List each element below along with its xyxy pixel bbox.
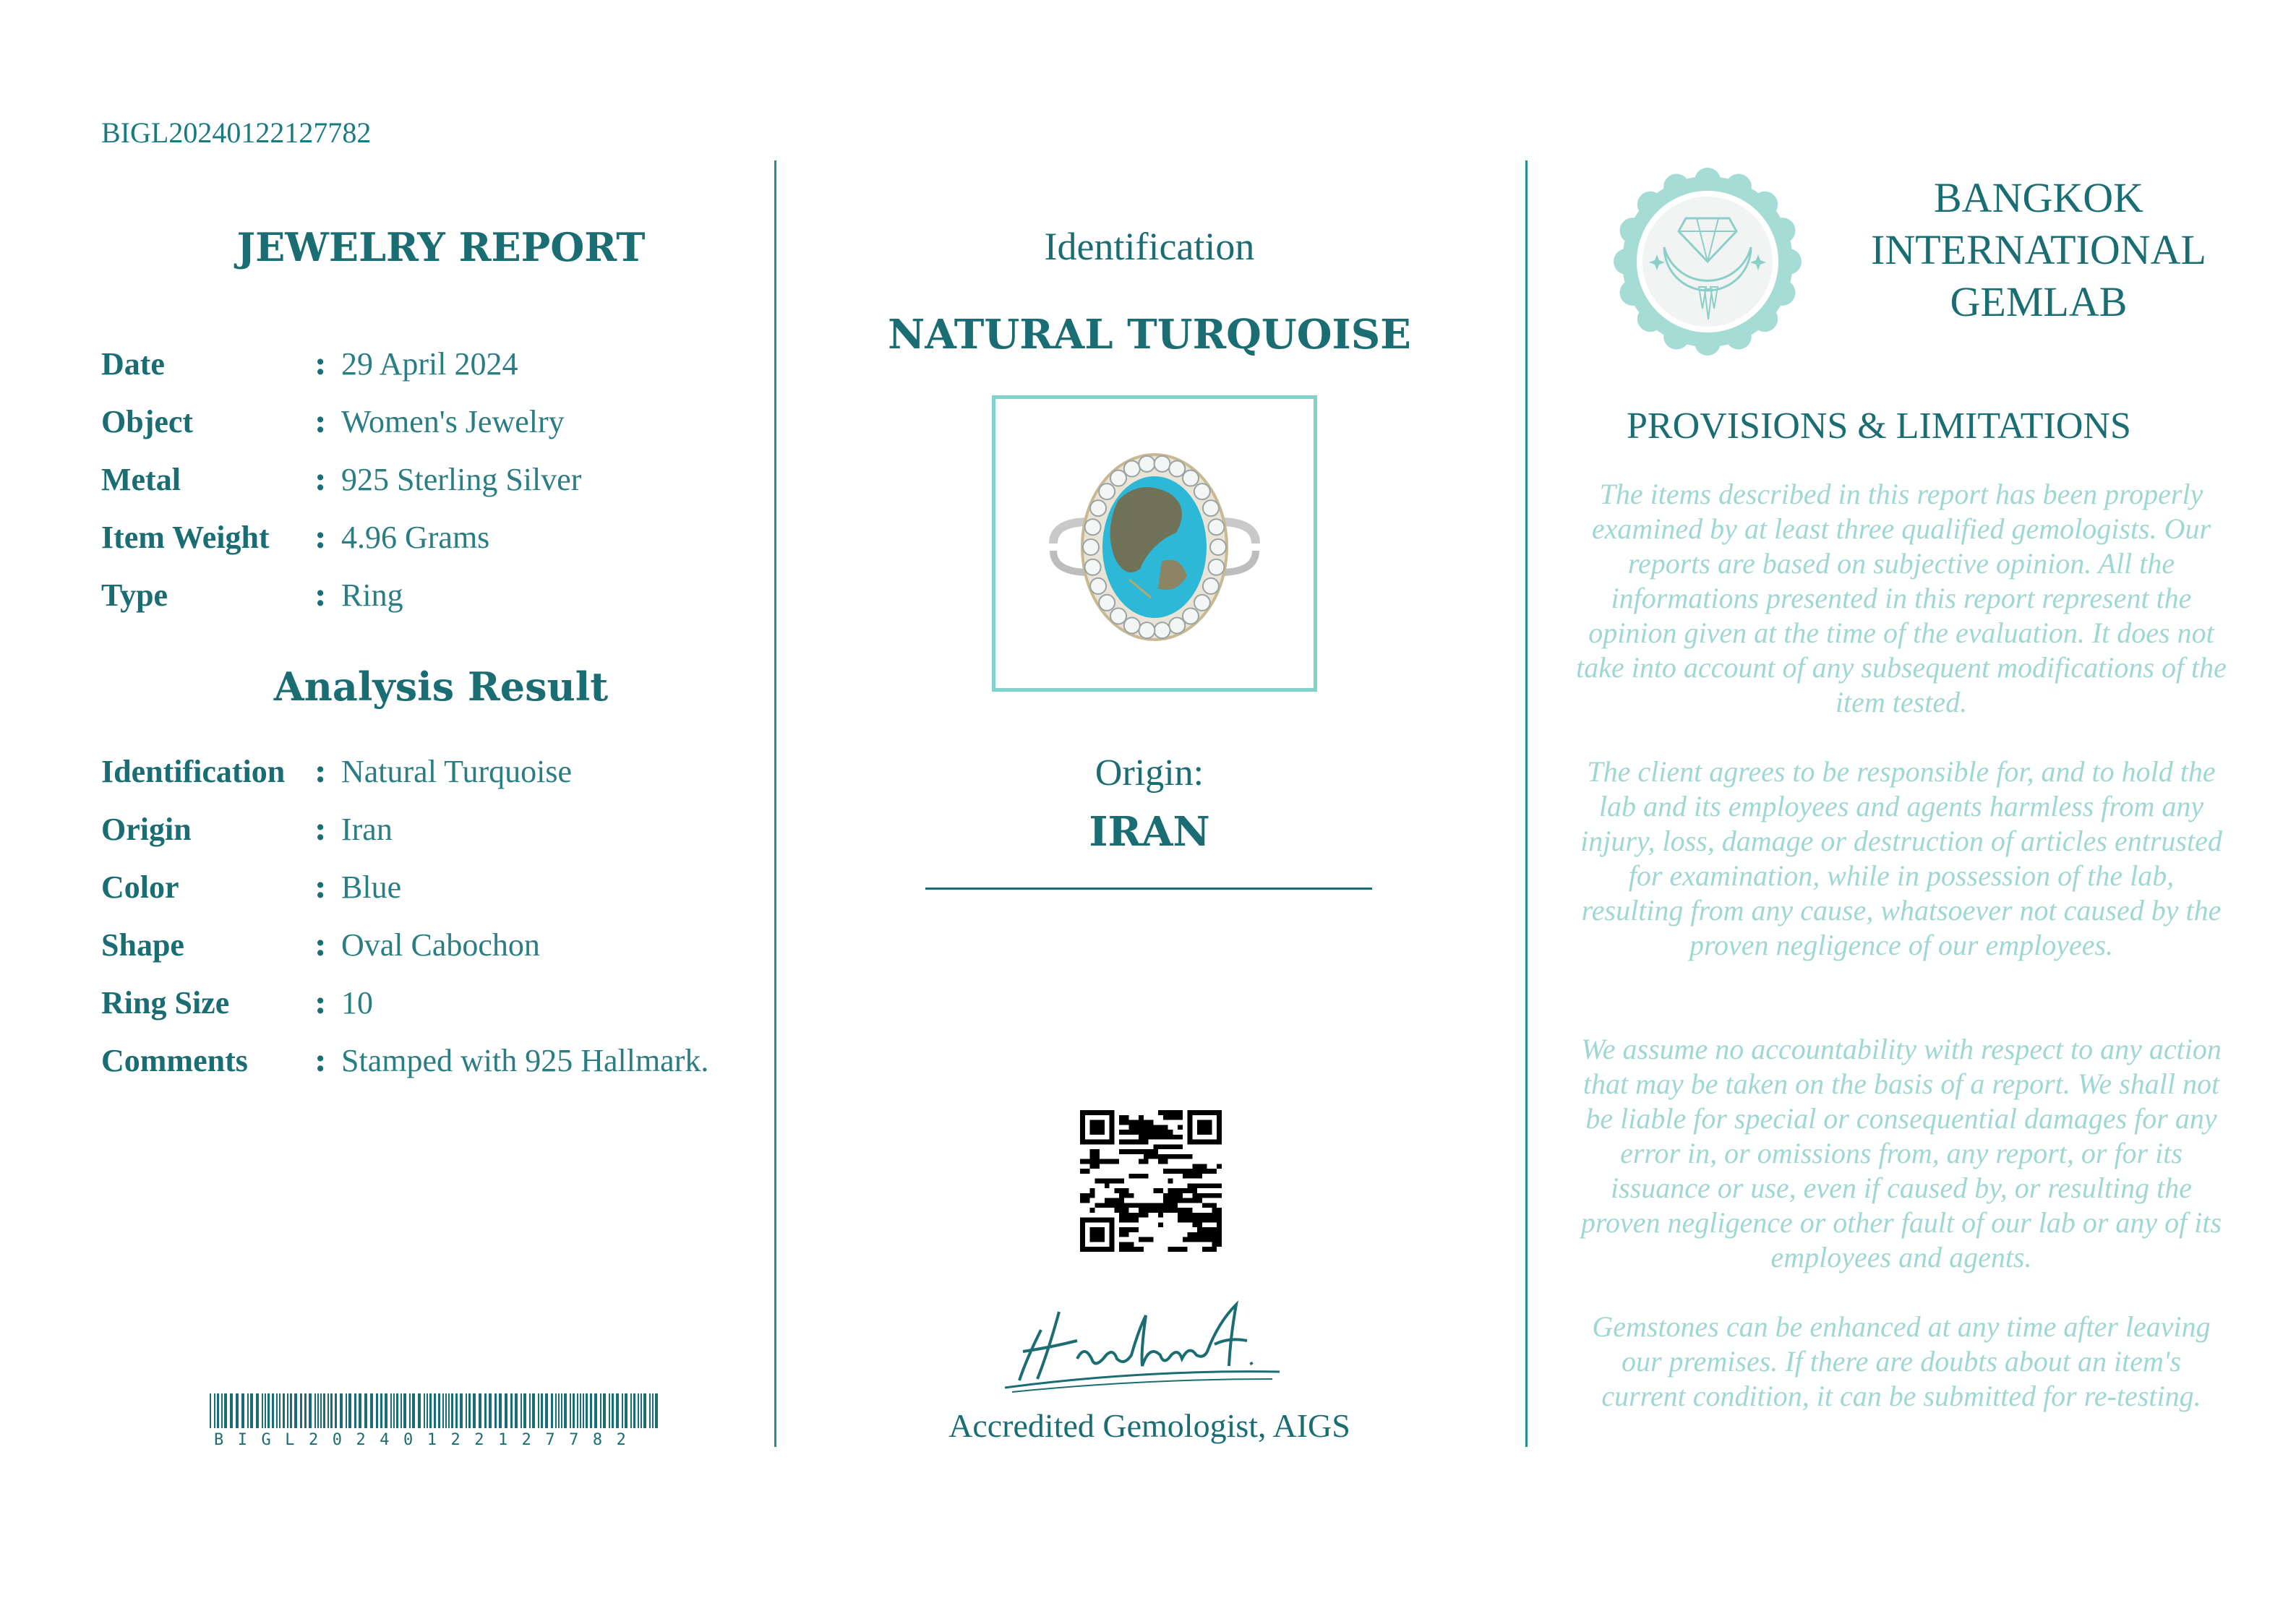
- analysis-row-color: [101, 869, 795, 912]
- detail-row-object: [101, 403, 795, 447]
- colon: :: [314, 519, 327, 556]
- qr-code-icon: [1080, 1110, 1222, 1252]
- analysis-row-identification: [101, 753, 795, 796]
- analysis-title: Analysis Result: [273, 663, 609, 710]
- lab-name-line-2: INTERNATIONAL: [1871, 226, 2206, 273]
- provisions-title: PROVISIONS & LIMITATIONS: [1627, 405, 2131, 447]
- detail-row-metal: [101, 461, 795, 504]
- detail-label: Date: [101, 346, 165, 382]
- analysis-value: 10: [341, 985, 373, 1021]
- origin-value: IRAN: [1089, 808, 1210, 856]
- analysis-label: Comments: [101, 1043, 248, 1078]
- analysis-value: Natural Turquoise: [341, 754, 572, 789]
- colon: :: [314, 1042, 327, 1079]
- detail-value: 4.96 Grams: [341, 520, 490, 555]
- analysis-value: Iran: [341, 812, 393, 847]
- signature-caption: Accredited Gemologist, AIGS: [948, 1407, 1350, 1444]
- analysis-label: Ring Size: [101, 985, 230, 1021]
- lab-name-line-1: BANGKOK: [1934, 174, 2143, 221]
- detail-label: Object: [101, 404, 194, 439]
- gem-seal-logo-icon: [1614, 168, 1802, 356]
- colon: :: [314, 984, 327, 1021]
- detail-value: 29 April 2024: [341, 346, 518, 382]
- colon: :: [314, 403, 327, 440]
- provisions-paragraph: Gemstones can be enhanced at any time after leaving our premises. If there are doubts about an item's current condition, it can be submitted for re-testing.: [1592, 1310, 2211, 1412]
- analysis-value: Blue: [341, 869, 402, 905]
- detail-row-date: [101, 345, 795, 389]
- signature-text: HashimA.: [998, 1276, 1055, 1289]
- analysis-row-comments: [101, 1042, 795, 1086]
- analysis-label: Color: [101, 869, 179, 905]
- colon: :: [314, 345, 327, 382]
- colon: :: [314, 927, 327, 963]
- report-title: JEWELRY REPORT: [236, 224, 646, 270]
- signature-icon: [998, 1276, 1301, 1395]
- detail-label: Metal: [101, 462, 181, 497]
- colon: :: [314, 811, 327, 848]
- analysis-label: Shape: [101, 927, 184, 963]
- analysis-label: Origin: [101, 812, 192, 847]
- analysis-row-origin: [101, 811, 795, 854]
- detail-row-item-weight: [101, 519, 795, 562]
- ring-photo-icon: [995, 399, 1314, 688]
- barcode-icon: [210, 1393, 665, 1428]
- analysis-row-ring-size: [101, 984, 795, 1028]
- analysis-value: Stamped with 925 Hallmark.: [341, 1043, 709, 1078]
- report-number: BIGL20240122127782: [101, 116, 372, 149]
- colon: :: [314, 753, 327, 790]
- divider-right: [1525, 160, 1528, 1447]
- analysis-row-shape: [101, 927, 795, 970]
- detail-value: Women's Jewelry: [341, 404, 565, 439]
- barcode-text: BIGL20240122127782: [214, 1431, 641, 1449]
- ring-photo: [992, 395, 1317, 692]
- colon: :: [314, 577, 327, 614]
- divider-underline: [925, 888, 1372, 890]
- provisions-paragraph: We assume no accountability with respect to any action that may be taken on the basis of a report. We shall not be liable for special or consequential damages for any error in, or omissions from, any report, or for its issuance or use, even if caused by, or resulting the proven negligence or other fault of our lab or any of its employees and agents.: [1580, 1033, 2222, 1273]
- colon: :: [314, 869, 327, 906]
- lab-name-line-3: GEMLAB: [1950, 278, 2128, 325]
- identification-value: NATURAL TURQUOISE: [888, 311, 1411, 358]
- provisions-paragraph: The client agrees to be responsible for, and to hold the lab and its employees and agents harmless from any injury, loss, damage or destruction of articles entrusted for examination, while in possession of the lab, resulting from any cause, whatsoever not caused by the proven negligence of our employees.: [1580, 755, 2222, 961]
- detail-label: Type: [101, 577, 168, 613]
- origin-label: Origin:: [1095, 752, 1204, 794]
- detail-label: Item Weight: [101, 520, 270, 555]
- colon: :: [314, 461, 327, 498]
- analysis-value: Oval Cabochon: [341, 927, 540, 963]
- provisions-paragraph: The items described in this report has been properly examined by at least three qualified gemologists. Our reports are based on subjective opinion. All the informations presented in this report represent the opinion given at the time of the evaluation. It does not take into account of any subsequent modifications of the item tested.: [1576, 478, 2227, 718]
- detail-row-type: [101, 577, 795, 620]
- analysis-label: Identification: [101, 754, 286, 789]
- detail-value: 925 Sterling Silver: [341, 462, 582, 497]
- detail-value: Ring: [341, 577, 403, 613]
- identification-label: Identification: [1044, 225, 1255, 268]
